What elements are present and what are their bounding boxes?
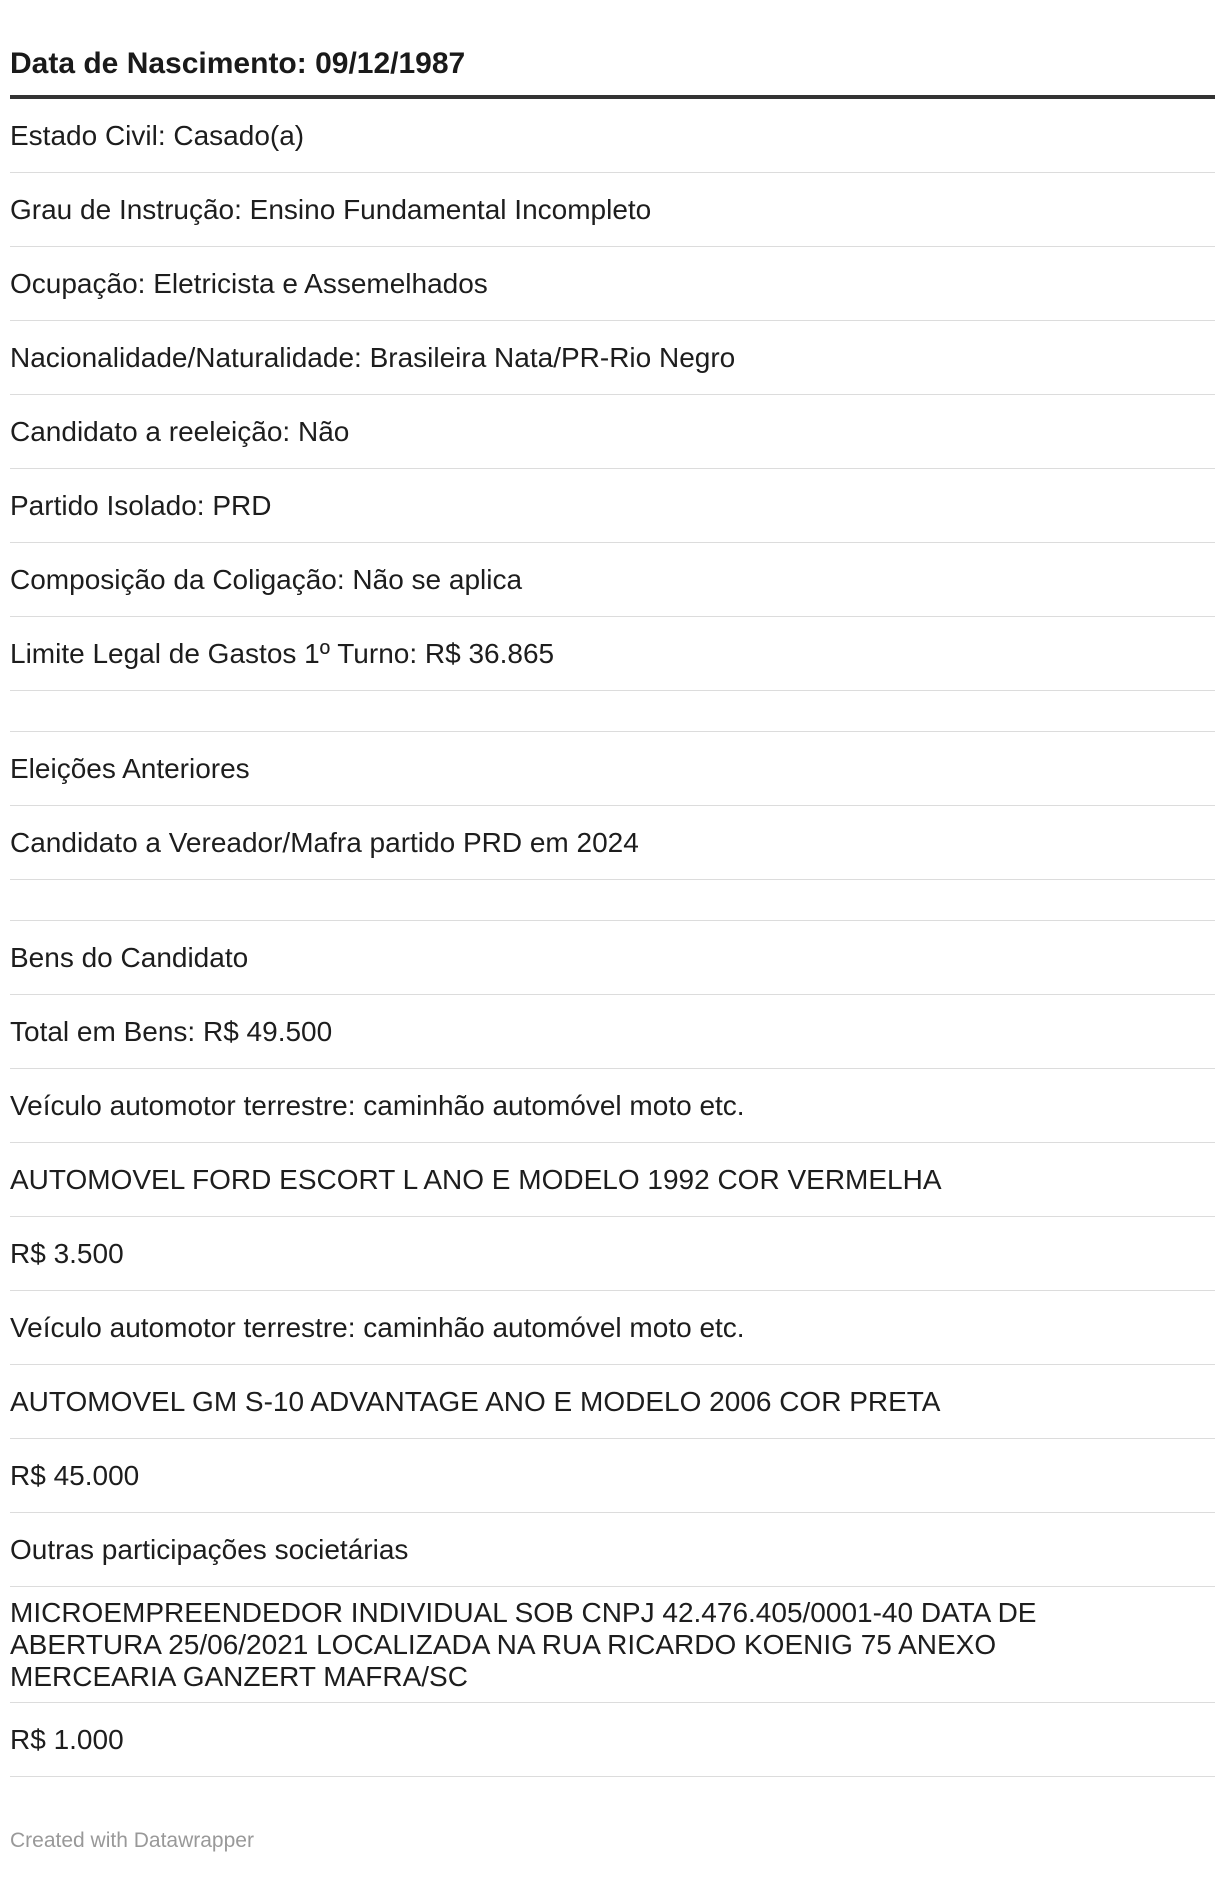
datawrapper-table: [10, 0, 1215, 1853]
table-row: [10, 995, 1215, 1069]
table-row: [10, 1143, 1215, 1217]
table-row: [10, 1217, 1215, 1291]
row-text: Candidato a Vereador/Mafra partido PRD em 2024: [10, 827, 639, 858]
row-text: Veículo automotor terrestre: caminhão automóvel moto etc.: [10, 1312, 745, 1343]
row-text: Composição da Coligação: Não se aplica: [10, 564, 523, 595]
row-text: AUTOMOVEL FORD ESCORT L ANO E MODELO 1992 COR VERMELHA: [10, 1164, 942, 1195]
birth-date-header: Data de Nascimento: 09/12/1987: [10, 47, 466, 80]
row-text: Candidato a reeleição: Não: [10, 416, 350, 447]
table-row: [10, 617, 1215, 691]
table-row: [10, 99, 1215, 173]
table-row: [10, 1069, 1215, 1143]
table-row: [10, 469, 1215, 543]
table-row: [10, 1513, 1215, 1587]
datawrapper-credit: Created with Datawrapper: [10, 1829, 254, 1852]
row-text: Outras participações societárias: [10, 1534, 409, 1565]
table-row: [10, 543, 1215, 617]
row-text: Grau de Instrução: Ensino Fundamental Incompleto: [10, 194, 652, 225]
table-row: [10, 1587, 1215, 1703]
table-row: [10, 1439, 1215, 1513]
table-row: [10, 395, 1215, 469]
row-text: Bens do Candidato: [10, 942, 249, 973]
table-row: [10, 1291, 1215, 1365]
section-heading-row: [10, 921, 1215, 995]
table-row: [10, 1365, 1215, 1439]
row-text: Veículo automotor terrestre: caminhão automóvel moto etc.: [10, 1090, 745, 1121]
row-text: Eleições Anteriores: [10, 753, 250, 784]
row-text: Total em Bens: R$ 49.500: [10, 1016, 333, 1047]
row-text: MICROEMPREENDEDOR INDIVIDUAL SOB CNPJ 42.476.405/0001-40 DATA DE ABERTURA 25/06/2021 LOCALIZADA NA RUA RICARDO KOENIG 75 ANEXO MERCEARIA GANZERT MAFRA/SC: [10, 1596, 1037, 1692]
row-text: R$ 3.500: [10, 1238, 124, 1269]
table-row: [10, 173, 1215, 247]
row-text: Partido Isolado: PRD: [10, 490, 272, 521]
row-text: Ocupação: Eletricista e Assemelhados: [10, 268, 488, 299]
table-header: [10, 0, 1215, 99]
empty-row: [10, 880, 1215, 921]
row-text: AUTOMOVEL GM S-10 ADVANTAGE ANO E MODELO 2006 COR PRETA: [10, 1386, 941, 1417]
row-text: Estado Civil: Casado(a): [10, 120, 305, 151]
table-row: [10, 806, 1215, 880]
row-text: R$ 45.000: [10, 1460, 140, 1491]
row-text: R$ 1.000: [10, 1724, 124, 1755]
section-heading-row: [10, 732, 1215, 806]
table-row: [10, 1703, 1215, 1777]
table-row: [10, 321, 1215, 395]
row-text: Nacionalidade/Naturalidade: Brasileira Nata/PR-Rio Negro: [10, 342, 736, 373]
empty-row: [10, 691, 1215, 732]
table-row: [10, 247, 1215, 321]
row-text: Limite Legal de Gastos 1º Turno: R$ 36.865: [10, 638, 555, 669]
